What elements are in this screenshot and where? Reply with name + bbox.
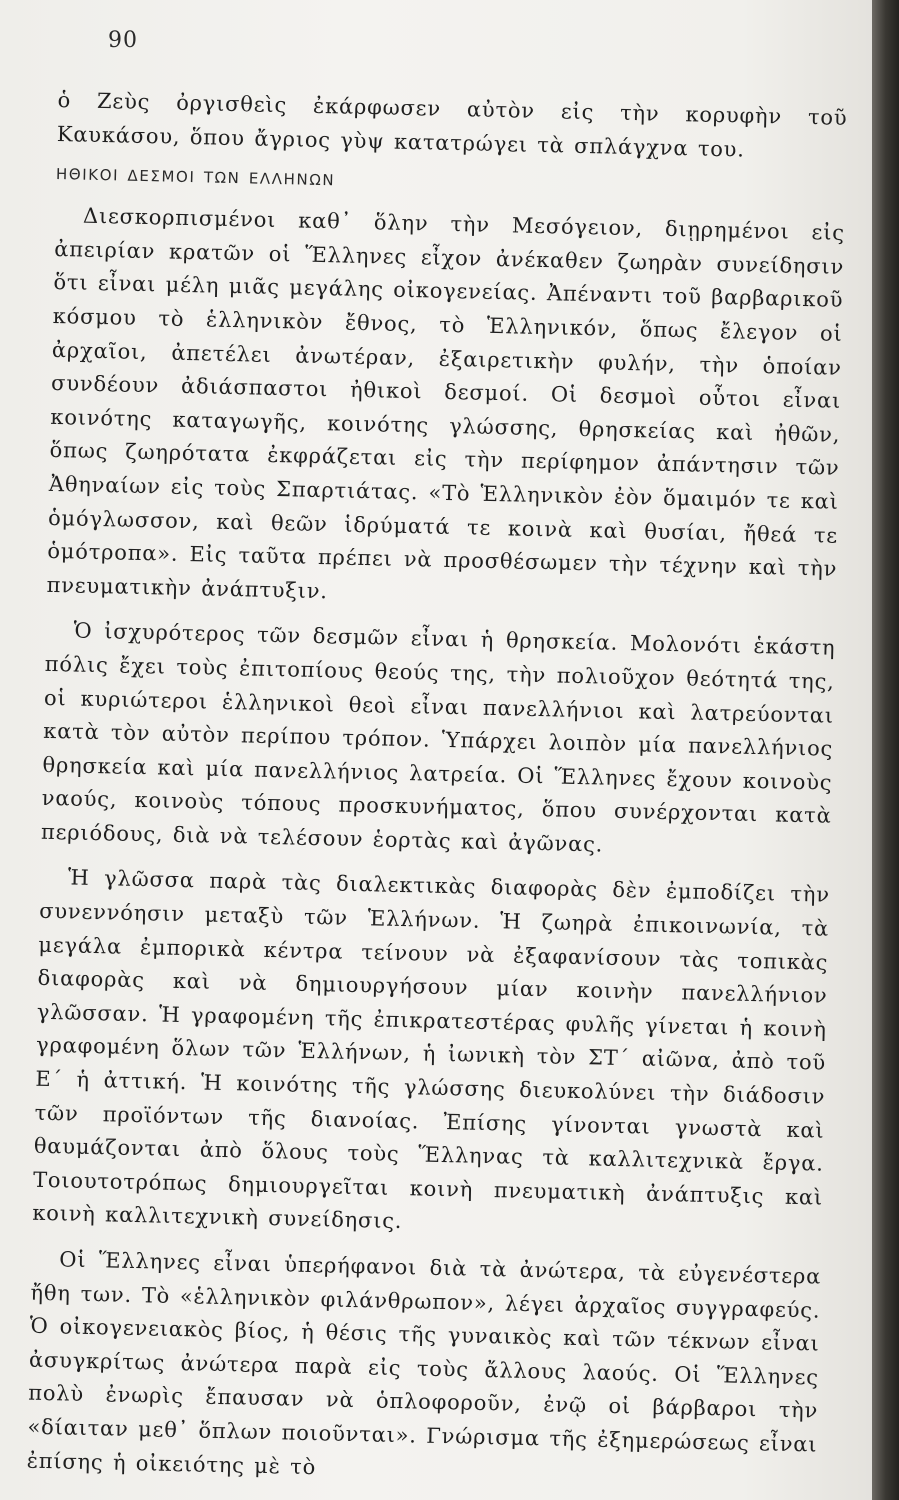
page-edge-shadow [872, 0, 899, 1500]
section-heading: ΗΘΙΚΟΙ ΔΕΣΜΟΙ ΤΩΝ ΕΛΛΗΝΩΝ [55, 165, 336, 190]
page-number: 90 [108, 28, 138, 53]
paragraph-1: Διεσκορπισμένοι καθ᾽ ὅλην τὴν Μεσόγειον, διῃρημένοι εἰς ἀπειρίαν κρατῶν οἱ Ἕλληνες εἶχον ἀνέκαθεν ζωηρὰν συνείδησιν ὅτι εἶναι μέλη μιᾶς μεγάλης οἰκογενείας. Ἀπέναντι τοῦ βαρβαρικοῦ κόσμου τὸ ἑλληνικὸν ἔθνος, τὸ Ἑλληνικόν, ὅπως ἔλεγον οἱ ἀρχαῖοι, ἀπετέλει ἀνωτέραν, ἐξαιρετικὴν φυλήν, τὴν ὁποίαν συνδέουν ἀδιάσπαστοι ἠθικοὶ δεσμοί. Οἱ δεσμοὶ οὗτοι εἶναι κοινότης καταγωγῆς, κοινότης γλώσσης, θρησκείας καὶ ἠθῶν, ὅπως ζωηρότατα ἐκφράζεται εἰς τὴν περίφημον ἀπάντησιν τῶν Ἀθηναίων εἰς τοὺς Σπαρτιάτας. «Τὸ Ἑλληνικὸν ἐὸν ὅμαιμόν τε καὶ ὁμόγλωσσον, καὶ θεῶν ἱδρύματά τε κοινὰ καὶ θυσίαι, ἤθεά τε ὁμότροπα». Εἰς ταῦτα πρέπει νὰ προσθέσωμεν τὴν τέχνην καὶ τὴν πνευματικὴν ἀνάπτυξιν. [46, 203, 846, 603]
paragraph-4: Οἱ Ἕλληνες εἶναι ὑπερήφανοι διὰ τὰ ἀνώτερα, τὰ εὐγενέστερα ἤθη των. Τὸ «ἑλληνικὸν φιλάνθρωπον», λέγει ἀρχαῖος συγγραφεύς. Ὁ οἰκογενειακὸς βίος, ἡ θέσις τῆς γυναικὸς καὶ τῶν τέκνων εἶναι ἀσυγκρίτως ἀνώτερα παρὰ εἰς τοὺς ἄλλους λαούς. Οἱ Ἕλληνες πολὺ ἐνωρὶς ἔπαυσαν νὰ ὁπλοφοροῦν, ἐνῷ οἱ βάρβαροι τὴν «δίαιταν μεθ᾽ ὅπλων ποιοῦνται». Γνώρισμα τῆς ἐξημερώσεως εἶναι ἐπίσης ἡ οἰκειότης μὲ τὸ [26, 1247, 822, 1479]
paragraph-2: Ὁ ἰσχυρότερος τῶν δεσμῶν εἶναι ἡ θρησκεία. Μολονότι ἑκάστη πόλις ἔχει τοὺς ἐπιτοπίους θεούς της, τὴν πολιοῦχον θεότητά της, οἱ κυριώτεροι ἑλληνικοὶ θεοὶ εἶναι πανελλήνιοι καὶ λατρεύονται κατὰ τὸν αὐτὸν περίπου τρόπον. Ὑπάρχει λοιπὸν μία πανελλήνιος θρησκεία καὶ μία πανελλήνιος λατρεία. Οἱ Ἕλληνες ἔχουν κοινοὺς ναούς, κοινοὺς τόπους προσκυνήματος, ὅπου συνέρχονται κατὰ περιόδους, διὰ νὰ τελέσουν ἑορτὰς καὶ ἀγῶνας. [40, 618, 836, 857]
paragraph-3: Ἡ γλῶσσα παρὰ τὰς διαλεκτικὰς διαφορὰς δὲν ἐμποδίζει τὴν συνεννόησιν μεταξὺ τῶν Ἑλλήνων. Ἡ ζωηρὰ ἐπικοινωνία, τὰ μεγάλα ἐμπορικὰ κέντρα τείνουν νὰ ἐξαφανίσουν τὰς τοπικὰς διαφορὰς καὶ νὰ δημιουργήσουν μίαν κοινὴν πανελλήνιον γλῶσσαν. Ἡ γραφομένη τῆς ἐπικρατεστέρας φυλῆς γίνεται ἡ κοινὴ γραφομένη ὅλων τῶν Ἑλλήνων, ἡ ἰωνικὴ τὸν ΣΤ´ αἰῶνα, ἀπὸ τοῦ Ε´ ἡ ἀττική. Ἡ κοινότης τῆς γλώσσης διευκολύνει τὴν διάδοσιν τῶν προϊόντων τῆς διανοίας. Ἐπίσης γίνονται γνωστὰ καὶ θαυμάζονται ἀπὸ ὅλους τοὺς Ἕλληνας τὰ καλλιτεχνικὰ ἔργα. Τοιουτοτρόπως δημιουργεῖται κοινὴ πνευματικὴ ἀνάπτυξις καὶ κοινὴ καλλιτεχνικὴ συνείδησις. [32, 865, 831, 1234]
text-block [26, 84, 847, 1496]
opening-paragraph: ὁ Ζεὺς ὀργισθεὶς ἐκάρφωσεν αὐτὸν εἰς τὴν κορυφὴν τοῦ Καυκάσου, ὅπου ἄγριος γὺψ κατατρώγει τὰ σπλάγχνα του. [56, 87, 848, 162]
